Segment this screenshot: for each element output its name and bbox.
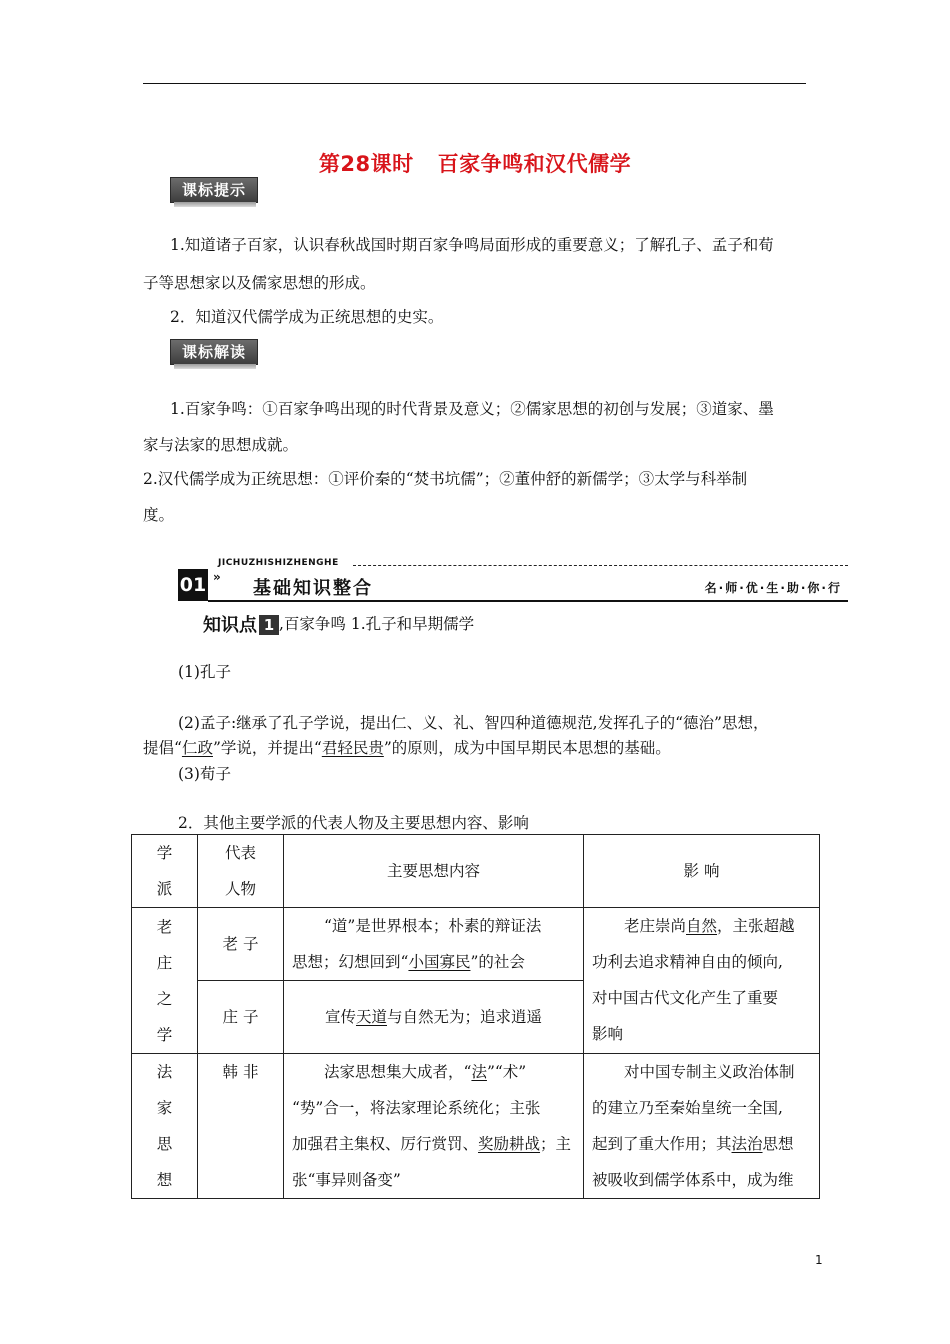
text-run: 与自然无为；追求逍遥 [387, 1008, 543, 1026]
text-line: 庄 [156, 953, 173, 972]
table-header-row [132, 835, 820, 908]
table-row [132, 908, 820, 981]
text-line: 张“事异则备变” [292, 1171, 401, 1189]
text-line: 对中国专制主义政治体制 [624, 1063, 795, 1081]
tips-p1-line1: 1.知道诸子百家，认识春秋战国时期百家争鸣局面形成的重要意义；了解孔子、孟子和荀 [170, 236, 774, 254]
header-influence: 影 响 [584, 835, 820, 908]
text-run: ；主 [540, 1135, 572, 1153]
cell-zhuangzi: 庄 子 [198, 981, 284, 1054]
schools-heading: 2．其他主要学派的代表人物及主要思想内容、影响 [178, 814, 529, 832]
cell-school-laozhuang [132, 908, 198, 1054]
double-arrow-icon: » [213, 570, 221, 584]
section-number: 01 [178, 569, 208, 601]
reading-p1-line2: 家与法家的思想成就。 [143, 436, 299, 454]
cell-hanfei: 韩 非 [198, 1054, 284, 1199]
item-xunzi: (3)荀子 [178, 765, 231, 783]
text-line: 之 [156, 989, 173, 1008]
text-run: 思想 [762, 1135, 794, 1153]
text-run: 法家思想集大成者，“ [324, 1063, 472, 1081]
cell-zhuangzi-content [284, 981, 584, 1054]
text-run: ”“术” [486, 1063, 527, 1081]
knowledge-point-number: 1 [259, 615, 279, 635]
text-run: ”的社会 [470, 953, 525, 971]
badge-curriculum-reading [170, 339, 258, 369]
cell-laozi: 老 子 [198, 908, 284, 981]
text-run: 思想；幻想回到“ [292, 953, 409, 971]
underlined-term: 天道 [355, 1008, 387, 1026]
underlined-term: 自然 [686, 917, 718, 935]
reading-p1-line1: 1.百家争鸣：①百家争鸣出现的时代背景及意义；②儒家思想的初创与发展；③道家、墨 [170, 400, 774, 418]
underlined-term: 奖励耕战 [478, 1135, 541, 1153]
cell-legalism-influence [584, 1054, 820, 1199]
badge-label: 课标解读 [181, 343, 246, 361]
text-line: 被吸收到儒学体系中，成为维 [592, 1171, 794, 1189]
lesson-topic: 百家争鸣和汉代儒学 [437, 152, 632, 176]
item-mencius-line2 [143, 738, 671, 758]
header-representative [198, 835, 284, 908]
badge-curriculum-tips [170, 177, 258, 207]
section-dotted-rule [353, 565, 848, 566]
text-line [292, 1054, 575, 1090]
page-title [0, 148, 950, 178]
underlined-term: 法 [471, 1063, 487, 1081]
cell-laozi-content [284, 908, 584, 981]
text-run: ”学说，并提出“ [212, 739, 322, 757]
text-run: 老庄崇尚 [624, 917, 687, 935]
lesson-number: 第28课时 [318, 152, 414, 176]
text-line: “道”是世界根本；朴素的辩证法 [324, 917, 542, 935]
text-line: 学 [156, 844, 173, 862]
text-line [592, 1126, 811, 1162]
text-line: 功利去追求精神自由的倾向, [592, 953, 783, 971]
tips-p2: 2．知道汉代儒学成为正统思想的史实。 [170, 308, 444, 326]
text-run: 加强君主集权、厉行赏罚、 [292, 1135, 479, 1153]
cell-school-legalism [132, 1054, 198, 1199]
reading-p2-line2: 度。 [143, 506, 175, 524]
text-run: ，主张超越 [717, 917, 795, 935]
item-confucius: (1)孔子 [178, 663, 231, 681]
schools-table [131, 834, 820, 1199]
text-line: 家 [156, 1099, 173, 1117]
knowledge-point-label: 知识点 [203, 615, 257, 636]
text-run: 宣传 [324, 1008, 356, 1026]
text-run: 起到了重大作用；其 [592, 1135, 732, 1153]
underlined-term: 法治 [731, 1135, 763, 1153]
underlined-term: 小国寡民 [408, 953, 471, 971]
text-line [292, 1126, 575, 1162]
header-rule [143, 83, 806, 84]
knowledge-point [203, 611, 474, 637]
knowledge-point-text: ,百家争鸣 1.孔子和早期儒学 [279, 615, 475, 633]
badge-label: 课标提示 [181, 181, 246, 199]
text-line: 的建立乃至秦始皇统一全国, [592, 1099, 783, 1117]
section-pinyin: JICHUZHISHIZHENGHE [218, 558, 339, 568]
text-line: 法 [156, 1063, 173, 1081]
table-row [132, 1054, 820, 1199]
text-line: 影响 [592, 1025, 624, 1043]
text-line: 老 [156, 917, 173, 936]
text-run: ”的原则，成为中国早期民本思想的基础。 [383, 739, 671, 757]
cell-hanfei-content [284, 1054, 584, 1199]
section-slogan: 名·师·优·生·助·你·行 [704, 581, 842, 595]
header-content: 主要思想内容 [284, 835, 584, 908]
header-school [132, 835, 198, 908]
text-line [592, 908, 811, 944]
section-underline [208, 600, 848, 602]
text-line: 想 [156, 1171, 173, 1189]
text-line: 派 [156, 880, 173, 898]
text-run: 提倡“ [143, 739, 182, 757]
item-mencius-line1: (2)孟子:继承了孔子学说，提出仁、义、礼、智四种道德规范,发挥孔子的“德治”思想， [178, 714, 769, 732]
tips-p1-line2: 子等思想家以及儒家思想的形成。 [143, 274, 376, 292]
underlined-term: 君轻民贵 [321, 739, 384, 757]
text-line: 学 [156, 1025, 173, 1044]
cell-laozhuang-influence [584, 908, 820, 1054]
reading-p2-line1: 2.汉代儒学成为正统思想：①评价秦的“焚书坑儒”；②董仲舒的新儒学；③太学与科举制 [143, 470, 748, 488]
text-line: “势”合一，将法家理论系统化；主张 [292, 1099, 541, 1117]
text-line: 对中国古代文化产生了重要 [592, 989, 779, 1007]
section-header [178, 558, 848, 605]
page-number: 1 [815, 1253, 823, 1267]
text-line: 思 [156, 1135, 173, 1153]
text-line: 人物 [224, 880, 256, 898]
text-line [292, 944, 575, 980]
underlined-term: 仁政 [181, 739, 213, 757]
text-line: 代表 [224, 844, 256, 862]
section-title: 基础知识整合 [253, 578, 373, 599]
